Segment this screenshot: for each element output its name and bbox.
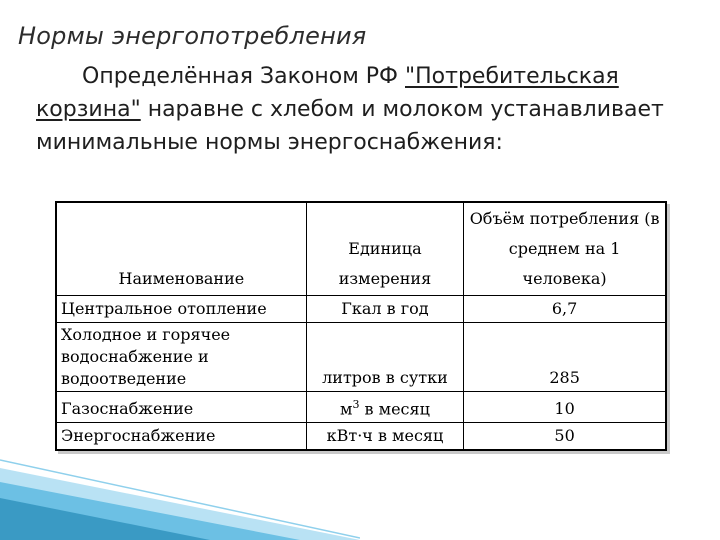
row-unit: кВт·ч в месяц	[306, 423, 464, 451]
unit-rest: в месяц	[359, 399, 430, 419]
intro-law-name-part1: "Потребительская	[405, 64, 619, 89]
row-value: 10	[464, 392, 666, 423]
header-volume: Объём потребления (в среднем на 1 человека)	[464, 202, 666, 296]
slide-title: Нормы энергопотребления	[18, 22, 367, 50]
header-name: Наименование	[118, 269, 245, 288]
row-unit: литров в сутки	[306, 323, 464, 392]
row-name: Газоснабжение	[61, 399, 194, 419]
row-unit	[306, 392, 464, 423]
slide-corner-decoration	[0, 450, 360, 540]
table-row	[56, 296, 666, 323]
table-row	[56, 423, 666, 451]
table-header-row	[56, 202, 666, 296]
energy-norms-table	[55, 201, 667, 451]
table-row	[56, 323, 666, 392]
row-name: Холодное и горячее водоснабжение и водоотведение	[61, 325, 231, 388]
unit-superscript: 3	[352, 398, 360, 411]
intro-text-end: наравне с хлебом и молоком устанавливает минимальные нормы энергоснабжения:	[36, 97, 664, 155]
row-unit: Гкал в год	[306, 296, 464, 323]
row-name: Энергоснабжение	[61, 426, 216, 446]
unit-main: м	[340, 399, 353, 419]
intro-law-name-part2: корзина"	[36, 97, 141, 122]
header-unit: Единица измерения	[306, 202, 464, 296]
table-row	[56, 392, 666, 423]
intro-paragraph	[36, 60, 696, 159]
row-value: 50	[464, 423, 666, 451]
intro-text-start: Определённая Законом РФ	[82, 64, 405, 89]
row-name: Центральное отопление	[61, 299, 267, 318]
row-value: 285	[464, 323, 666, 392]
row-value: 6,7	[464, 296, 666, 323]
